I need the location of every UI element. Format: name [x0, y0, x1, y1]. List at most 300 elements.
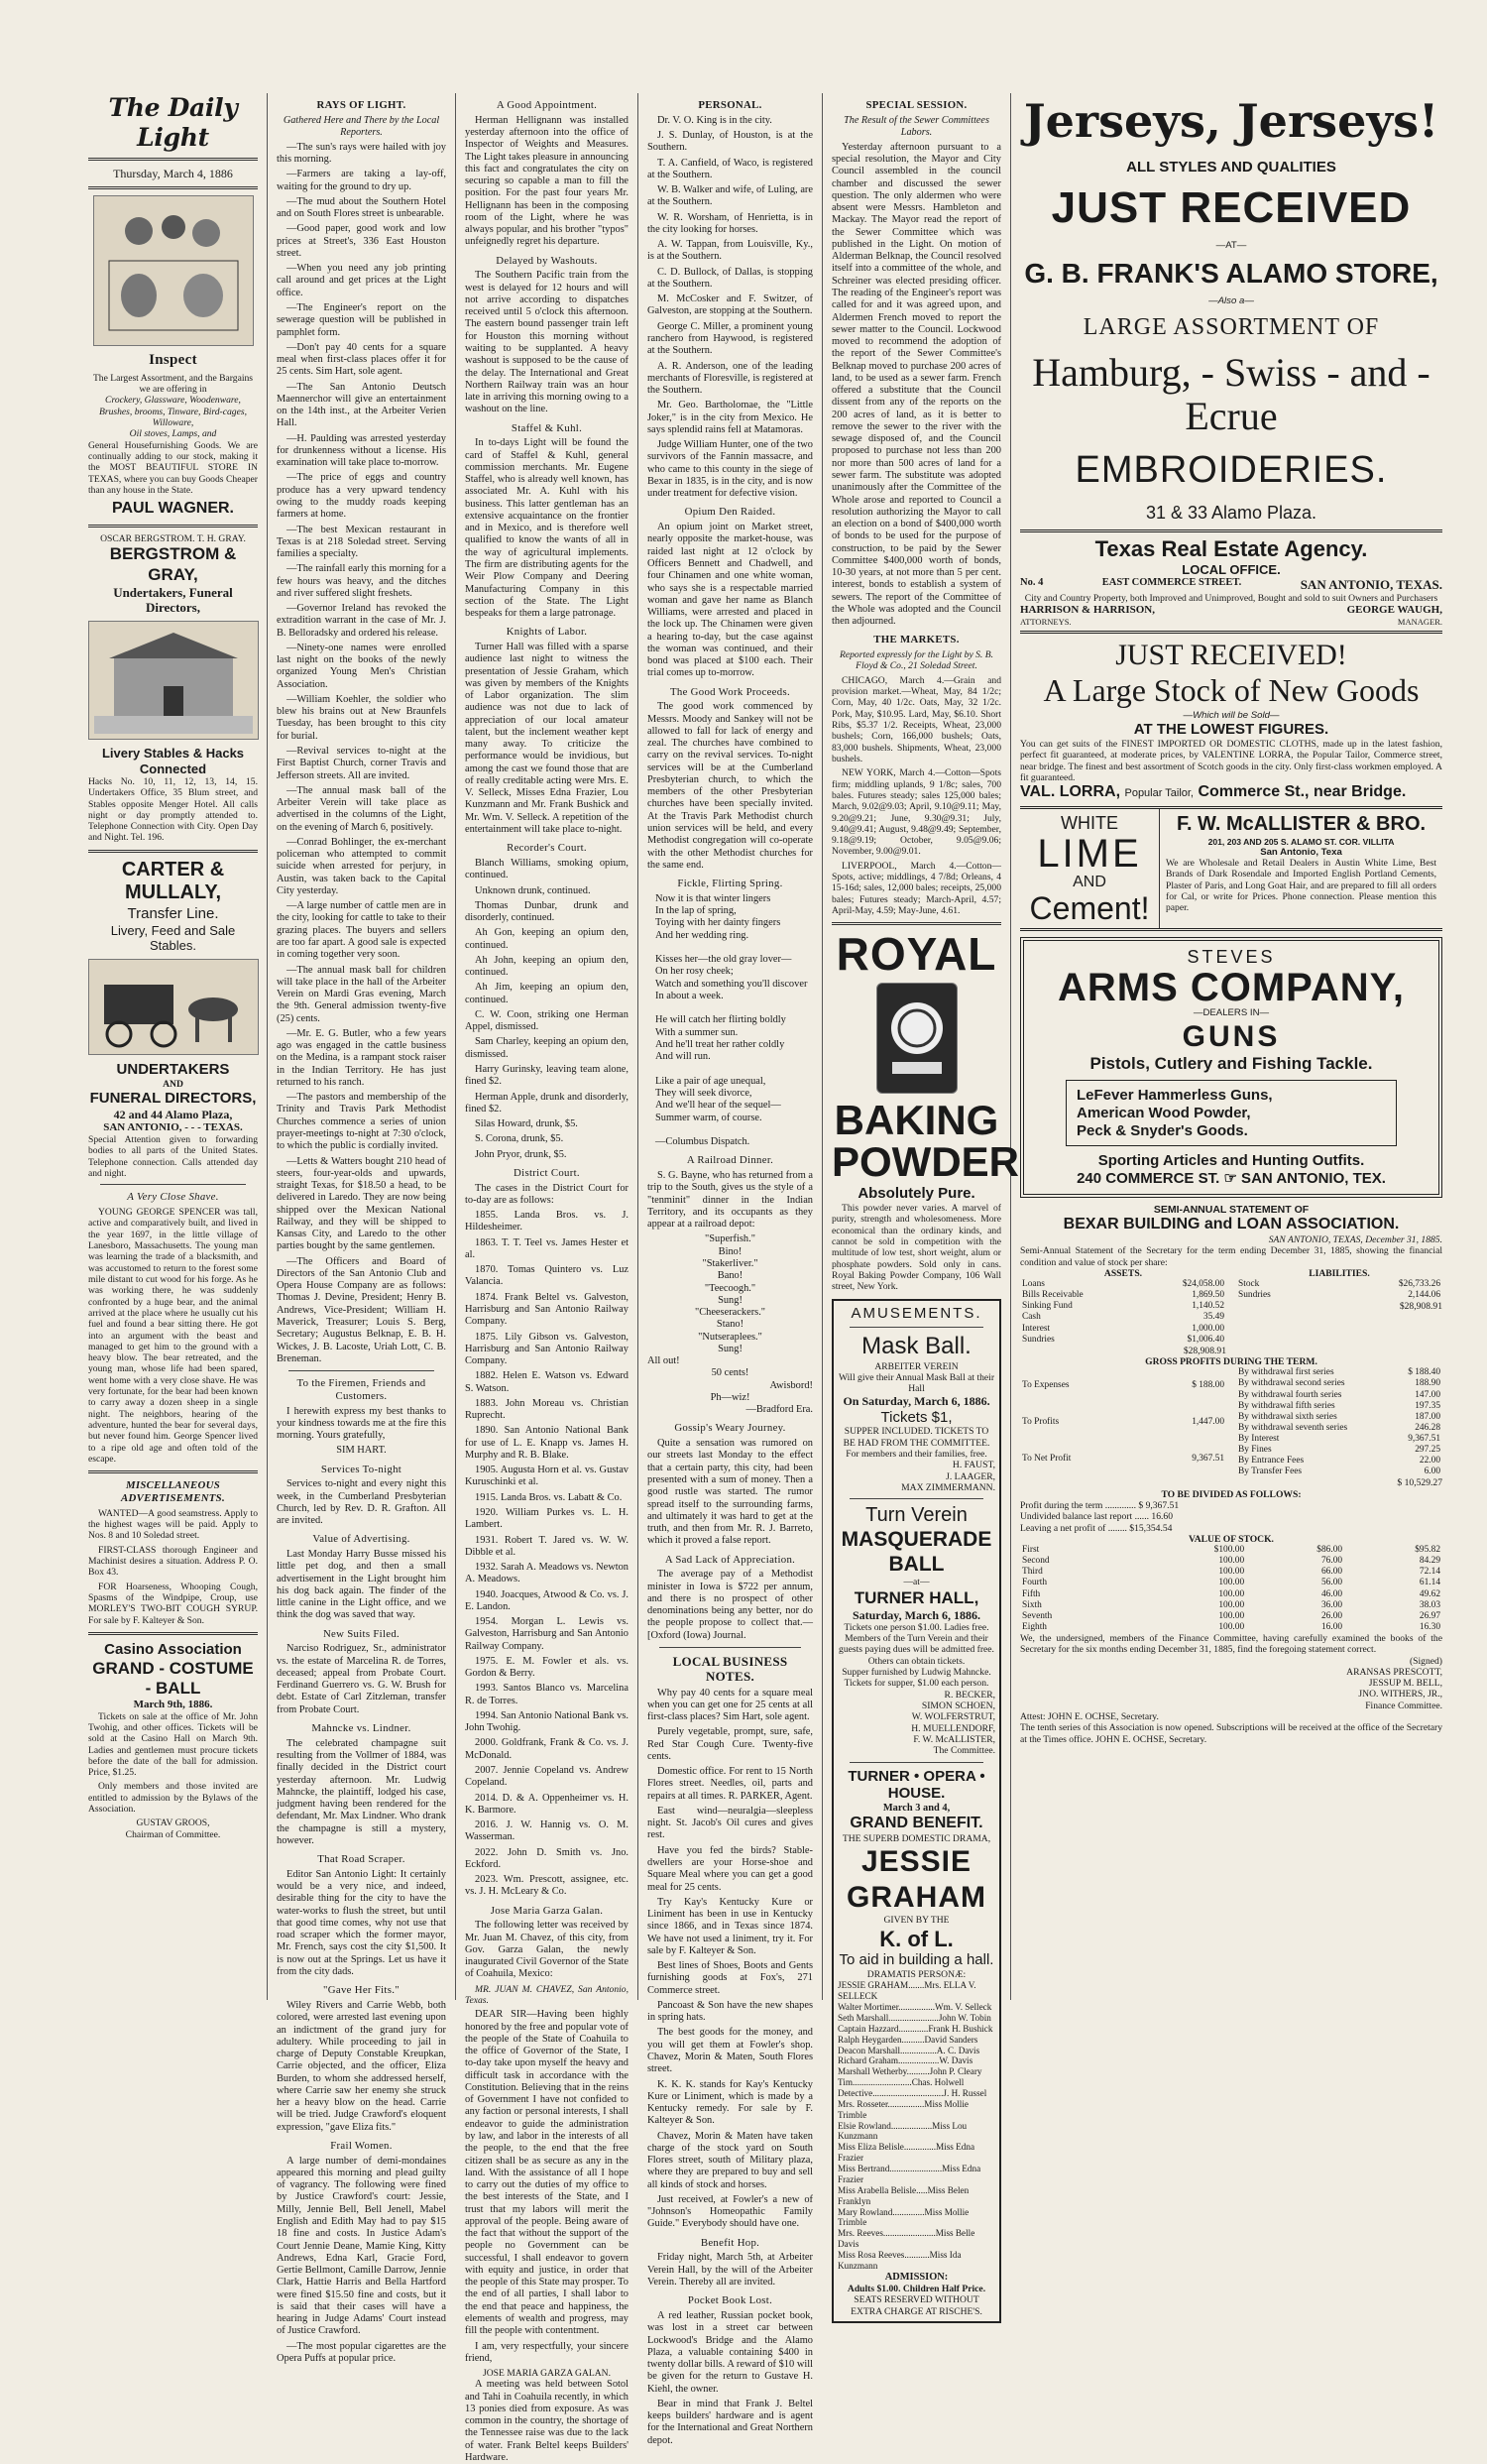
baking-word: BAKING — [834, 1097, 999, 1144]
profit-right-row-cell: By Transfer Fees — [1238, 1467, 1303, 1477]
attest-label: Attest: — [1020, 1711, 1046, 1723]
recorder-head: Recorder's Court. — [507, 842, 587, 855]
rays-item: —The best Mexican restaurant in Texas is at 218 Soledad street. Serving families a specialty. — [277, 524, 446, 560]
district-list — [465, 1210, 629, 1899]
col2-tail: —The most popular cigarettes are the Opera Puffs at popular price. — [277, 2340, 446, 2364]
texas-re-left: HARRISON & HARRISON, — [1020, 603, 1155, 616]
texas-real-estate-ad — [1020, 532, 1442, 634]
series-row-cell: 72.14 — [1419, 1567, 1440, 1578]
rays-item: —Ninety-one names were enrolled last night on the books of the newly organized Young Men's Christian Association. — [277, 642, 446, 690]
column-4 — [638, 93, 823, 2446]
poem-line — [655, 942, 813, 954]
undertakers-note: Special Attention given to forwarding bodies to all parts of the United States. Telephone connection. Calls attended day and night. — [88, 1134, 258, 1180]
local-note: Domestic office. For rent to 15 North Flores street. Needles, oil, parts and repairs at all times. R. PARKER, Agent. — [647, 1766, 813, 1802]
dinner-menu — [647, 1233, 813, 1355]
lime-cement: Cement! — [1029, 890, 1150, 927]
texas-re-right-sub: MANAGER. — [1397, 616, 1442, 627]
district-case: 2023. Wm. Prescott, assignee, etc. vs. J. H. McLeary & Co. — [465, 1874, 629, 1898]
profit-right-row-cell: 22.00 — [1419, 1456, 1440, 1467]
all-styles: ALL STYLES AND QUALITIES — [1126, 159, 1336, 176]
series-row-cell: 100.00 — [1218, 1567, 1245, 1578]
texas-re-titles — [1020, 617, 1442, 627]
masquerade-text-3: Tickets one person $1.00. Ladies free. — [844, 1621, 989, 1633]
rays-list — [277, 142, 446, 1365]
asset-row — [1020, 1290, 1226, 1301]
undertakers-addr: 42 and 44 Alamo Plaza, — [113, 1107, 233, 1121]
misc-item-2: FIRST-CLASS thorough Engineer and Machinist desires a situation. Address P. O. Box 43. — [88, 1544, 258, 1579]
poem-line: On her rosy cheek; — [655, 966, 734, 978]
district-case: 1905. Augusta Horn et al. vs. Gustav Kuruschinki et al. — [465, 1465, 629, 1488]
given-by: GIVEN BY THE — [883, 1915, 950, 1927]
cast-list — [838, 1980, 995, 2271]
pocketbook-head: Pocket Book Lost. — [687, 2294, 773, 2307]
personal-item: C. D. Bullock, of Dallas, is stopping at the Southern. — [647, 266, 813, 290]
district-case: 1932. Sarah A. Meadows vs. Newton A. Meadows. — [465, 1562, 629, 1585]
bergstrom-names: OSCAR BERGSTROM. T. H. GRAY. — [100, 533, 246, 545]
poem-line: And we'll hear of the sequel— — [655, 1100, 781, 1112]
value-head: Value of Advertising. — [312, 1533, 410, 1546]
bexar-intro: Semi-Annual Statement of the Secretary for the term ending December 31, 1885, showing the financial condition and value of stock per share: — [1020, 1245, 1442, 1268]
series-row-cell: $100.00 — [1213, 1545, 1245, 1556]
series-row-cell: 100.00 — [1218, 1588, 1245, 1599]
rule-b — [88, 850, 258, 853]
casino-note: Only members and those invited are entitled to admission by the Bylaws of the Association. — [88, 1781, 258, 1816]
texas-re-names — [1020, 604, 1442, 617]
cast-member: Captain Hazzard.............Frank H. Bushick — [838, 2023, 993, 2034]
beltel-note: Bear in mind that Frank J. Beltel keeps builders' hardware and is agent for the International and Great Northern depot. — [647, 2398, 813, 2446]
arbeiter-verein: ARBEITER VEREIN — [874, 1360, 959, 1372]
rays-item: —A large number of cattle men are in the city, looking for cattle to take to their grazing places. The buyers and sellers are too far apart. A good sale is expected in coming together very soon. — [277, 900, 446, 961]
embroideries-line: EMBROIDERIES. — [1075, 448, 1388, 491]
lorra-tail: Popular Tailor, — [1124, 787, 1194, 800]
series-row-cell: 84.29 — [1419, 1556, 1440, 1567]
frank-address: 31 & 33 Alamo Plaza. — [1145, 502, 1317, 523]
mask-ball-tickets: Tickets $1, — [880, 1408, 953, 1426]
texas-re-no: No. 4 — [1020, 577, 1044, 589]
bexar-statement — [1020, 1204, 1442, 1745]
column-1 — [79, 93, 268, 2000]
mask-ball-date: On Saturday, March 6, 1886. — [843, 1394, 990, 1409]
committee-member: F. W. McALLISTER, — [913, 1733, 995, 1745]
liability-row-cell: $26,733.26 — [1398, 1279, 1440, 1290]
dinner-credit: —Bradford Era. — [745, 1404, 813, 1416]
masquerade-ball: MASQUERADE BALL — [841, 1527, 992, 1576]
asset-row-cell: Sundries — [1022, 1334, 1055, 1345]
column-3 — [456, 93, 638, 2463]
dividend-line: Leaving a net profit of ........ $15,354.54 — [1020, 1522, 1173, 1534]
rule-f — [288, 1370, 434, 1371]
bexar-committee — [1020, 1667, 1442, 1711]
jessie-graham-title: JESSIE GRAHAM — [847, 1845, 986, 1914]
bexar-balance — [1020, 1268, 1442, 1356]
recorder-item: Harry Gurinsky, leaving team alone, fined $2. — [465, 1064, 629, 1088]
texas-re-local: LOCAL OFFICE. — [1182, 561, 1281, 577]
profit-row-cell: To Expenses — [1022, 1380, 1070, 1391]
also-label: —Also a— — [1208, 295, 1254, 307]
dinner-menu-item: Sung! — [718, 1294, 743, 1306]
masthead-title: The Daily Light — [108, 93, 238, 152]
recorder-item: Blanch Williams, smoking opium, continued. — [465, 858, 629, 881]
personal-item: W. R. Worsham, of Henrietta, is in the city looking for horses. — [647, 211, 813, 235]
steves-top: STEVES — [1187, 947, 1276, 968]
markets-text-3: LIVERPOOL, March 4.—Cotton—Spots, active; middlings, 4 7/8d; Orleans, 4 15-16d; sales, 12,000 bales; receipts, 25,000 bales; Futures steady; March-April, 4.57; April-May, 4.59; May-June, 4.61. — [832, 860, 1001, 917]
cast-member: Walter Mortimer................Wm. V. Selleck — [838, 2002, 992, 2013]
profits-total: $ 10,529.27 — [1397, 1477, 1442, 1489]
bexar-foot: The tenth series of this Association is now opened. Subscriptions will be received at the office of the Secretary at the Times office. JOHN E. OCHSE, Secretary. — [1020, 1722, 1442, 1745]
series-row-cell: 46.00 — [1320, 1588, 1343, 1599]
bexar-certify: We, the undersigned, members of the Finance Committee, having carefully examined the books of the Secretary for the six months ending December 31, 1885, find the foregoing statement correct. — [1020, 1632, 1442, 1656]
lime-lime: LIME — [1037, 832, 1142, 877]
rays-item: —Governor Ireland has revoked the extradition warrant in the case of Mr. J. B. Belloradsky and ordered his release. — [277, 603, 446, 639]
poem-line — [655, 1002, 813, 1014]
rays-item: —Mr. E. G. Butler, who a few years ago was engaged in the cattle business on the Medina, is a rampant stock raiser in the Indian Territory. He has just returned to his ranch. — [277, 1027, 446, 1088]
scraper-head: That Road Scraper. — [317, 1853, 405, 1866]
fits-head: "Gave Her Fits." — [323, 1984, 400, 1997]
district-text: The cases in the District Court for to-day are as follows: — [465, 1182, 629, 1206]
profit-right-row-cell: 246.28 — [1415, 1422, 1440, 1433]
galan-after: A meeting was held between Sotol and Tahi in Coahuila recently, in which 13 ponies died from exposure. As was common in the country, the shortage of the Tennessee raise was due to the lack of water. Frank Beltel keeps Builders' Hardware. — [465, 2379, 629, 2463]
amusements-ad — [832, 1299, 1001, 2323]
dividend-line: Profit during the term ............. $ 9,367.51 — [1020, 1499, 1180, 1511]
galan-close: I am, very respectfully, your sincere friend, — [465, 2340, 629, 2364]
personal-item: M. McCosker and F. Switzer, of Galveston, are stopping at the Southern. — [647, 293, 813, 317]
lorra-footer — [1020, 783, 1442, 802]
cast-member: Miss Eliza Belisle..............Miss Edna Frazier — [838, 2142, 975, 2164]
paul-wagner-name: PAUL WAGNER. — [112, 500, 234, 518]
appreciation-head: A Sad Lack of Appreciation. — [664, 1553, 796, 1566]
bergstrom-caption: Livery Stables & Hacks Connected — [101, 746, 245, 776]
rays-item: —H. Paulding was arrested yesterday for drunkenness without a license. His examination will take place to-morrow. — [277, 432, 446, 469]
series-row — [1020, 1556, 1442, 1567]
inspect-line-1: The Largest Assortment, and the Bargains we are offering in — [92, 372, 254, 396]
admission-head: ADMISSION: — [884, 2271, 949, 2283]
mcallister-text: We are Wholesale and Retail Dealers in Austin White Lime, Best Brands of Dark Rosendale and Imported English Portland Cements, Plaster of Paris, and Long Goat Hair, and are prepared to fill all orders for Cal, or write for Prices. Phone connection. Please mention this paper. — [1166, 858, 1436, 914]
cast-member: Mrs. Reeves.......................Miss Belle Davis — [838, 2228, 975, 2250]
district-case: 1890. San Antonio National Bank for use of L. E. Knapp vs. James H. Murphy and R. B. Blake. — [465, 1425, 629, 1461]
rays-item: —Letts & Watters bought 210 head of steers, four-year-olds and upwards, straight Texas, for $18.50 a head, to be delivered in Laredo. They are now being shipped over the Mexican National Railway, and they will be shipped to Kansas City, and Laredo to the other parties bought by the same gentlemen. — [277, 1155, 446, 1252]
committee-member: R. BECKER, — [944, 1689, 995, 1701]
powder-word: POWDER — [832, 1138, 1019, 1186]
series-row-cell: Third — [1022, 1567, 1043, 1578]
profit-right-row-cell: By withdrawal fourth series — [1238, 1389, 1342, 1400]
cast-member: Miss Arabella Belisle.....Miss Belen Franklyn — [838, 2184, 970, 2206]
personal-item: A. R. Anderson, one of the leading merchants of Floresville, is registered at the Southern. — [647, 360, 813, 397]
lorra-name: VAL. LORRA, — [1020, 783, 1121, 801]
powder-can-icon — [882, 989, 952, 1088]
asset-row — [1020, 1324, 1226, 1335]
appointment-text: Herman Hellignann was installed yesterday afternoon into the office of Inspector of Weights and Measures. The Light takes pleasure in announcing this fact and congratulates the city on securing so capable a man to fill the position. For the past four years Mr. Hellignann has been in the composing room of the Light, where he was always popular, and his brother "typos" unfeignedly regret his departure. — [465, 114, 629, 248]
recorder-item: Thomas Dunbar, drunk and disorderly, continued. — [465, 899, 629, 924]
masthead-rule-2 — [88, 186, 258, 189]
liabilities-total: $28,908.91 — [1399, 1301, 1442, 1313]
royal-baking-ad — [832, 928, 1019, 1293]
personal-item: T. A. Canfield, of Waco, is registered at the Southern. — [647, 157, 813, 180]
masthead-date: Thursday, March 4, 1886 — [113, 167, 233, 180]
series-row-cell: 16.30 — [1419, 1621, 1440, 1632]
district-case: 1920. William Purkes vs. L. H. Lambert. — [465, 1506, 629, 1531]
rays-item: —The San Antonio Deutsch Maennerchor will give an entertainment on the 14th inst., at the Arbeiter Verien Hall. — [277, 381, 446, 429]
suits-text: Narciso Rodriguez, Sr., administrator vs. the estate of Marcelina R. de Torres, deceased; appeal from Probate Court. Ferdinand Guerrero vs. G. W. Brush for debt. Estate of Carl Zitzleman, transfer from Probate Court. — [277, 1643, 446, 1715]
k-of-l: K. of L. — [879, 1926, 954, 1951]
frail-head: Frail Women. — [330, 2139, 393, 2152]
series-row-cell: 56.00 — [1320, 1578, 1343, 1588]
bexar-assets — [1020, 1268, 1226, 1356]
district-case: 2022. John D. Smith vs. Jno. Eckford. — [465, 1846, 629, 1870]
local-note: Have you fed the birds? Stable-dwellers are your Horse-shoe and Square Meal where you can get a good meal for 25 cents. — [647, 1844, 813, 1893]
profit-row-cell: To Net Profit — [1022, 1454, 1072, 1465]
at-label: —AT— — [1215, 239, 1247, 251]
column-5 — [823, 93, 1019, 2317]
lime-white: WHITE — [1061, 813, 1118, 834]
local-note: Why pay 40 cents for a square meal when you can get one for 25 cents at all first-class places? Sim Hart, sole agent. — [647, 1687, 813, 1723]
bergstrom-sub: Undertakers, Funeral Directors, — [113, 584, 233, 615]
seats-reserved: SEATS RESERVED WITHOUT EXTRA CHARGE AT RISCHE'S. — [851, 2294, 982, 2317]
rays-item: —The Engineer's report on the sewerage question will be published in pamphlet form. — [277, 301, 446, 338]
district-case: 1975. E. M. Fowler et als. vs. Gordon & Berry. — [465, 1655, 629, 1680]
services-text: Services to-night and every night this week, in the Cumberland Presbyterian Church, led by Rev. D. R. Grafton. All are invited. — [277, 1478, 446, 1527]
mask-ball-text-2: For members and their families, free. — [846, 1448, 987, 1460]
steves-guns: GUNS — [1182, 1019, 1281, 1053]
dinner-menu-item: Sung! — [718, 1343, 743, 1354]
poem-line: In about a week. — [655, 990, 724, 1001]
profit-right-row — [1236, 1412, 1442, 1423]
asset-row-cell: $1,006.40 — [1187, 1334, 1224, 1345]
district-case: 1915. Landa Bros. vs. Labatt & Co. — [475, 1491, 623, 1503]
fits-text: Wiley Rivers and Carrie Webb, both colored, were arrested last evening upon an indictment of the grand jury for adultery. While proceeding to jail in charge of Deputy Constable Kreupkan, Carrie objected, and the officer, Eliza Burden, to whom she addressed herself, where Carrie saw her enemy she struck her a heavy blow on the head. Carrie will be tried. Judge Crawford's eloquent expression, "gave Eliza fits." — [277, 2000, 446, 2133]
divide-lines — [1020, 1500, 1442, 1534]
opium-head: Opium Den Raided. — [684, 506, 776, 519]
cast-member: JESSIE GRAHAM.......Mrs. ELLA V. SELLECK — [838, 1980, 976, 2002]
goodwork-text: The good work commenced by Messrs. Moody and Sankey will not be allowed to fall for lack of energy and zeal. The churches have combined to carry on the revival services. To-night services will be at the Cumberland Presbyterian church, to which the members of the other Presbyterian churches have been specially invited. At the Travis Park Methodist church union services will be held, and every Methodist congregation will co-operate with the other Methodist churches for the same end. — [647, 701, 813, 871]
bexar-attest — [1020, 1711, 1442, 1722]
asset-row-cell: 1,140.52 — [1192, 1301, 1224, 1312]
lorra-just: JUST RECEIVED! — [1115, 638, 1347, 671]
poem-line: And he'll treat her rather coldly — [655, 1039, 785, 1050]
cast-member: Deacon Marshall................A. C. Davis — [838, 2045, 980, 2055]
casino-sig: GUSTAV GROOS, — [136, 1818, 210, 1829]
series-row — [1020, 1600, 1442, 1611]
recorder-item: Unknown drunk, continued. — [475, 884, 591, 896]
profit-right-row-cell: By withdrawal sixth series — [1238, 1411, 1337, 1422]
finance-committee-member: JNO. WITHERS, JR., — [1358, 1689, 1442, 1701]
lorra-where: Commerce St., near Bridge. — [1198, 783, 1407, 801]
amusements-head: AMUSEMENTS. — [851, 1304, 982, 1322]
undertakers-title: UNDERTAKERS — [116, 1061, 230, 1079]
committee-member: SIMON SCHOEN, — [921, 1701, 995, 1712]
district-case: 2007. Jennie Copeland vs. Andrew Copeland. — [465, 1765, 629, 1789]
asset-row-cell: 1,869.50 — [1192, 1290, 1224, 1301]
session-head: SPECIAL SESSION. — [865, 99, 968, 111]
series-row-cell: 38.03 — [1419, 1599, 1440, 1610]
poem-lines — [647, 893, 813, 1149]
firemen-head: To the Firemen, Friends and Customers. — [296, 1377, 426, 1402]
series-row — [1020, 1622, 1442, 1633]
profit-right-row-cell: By withdrawal second series — [1238, 1378, 1345, 1389]
lorra-text: You can get suits of the FINEST IMPORTED OR DOMESTIC CLOTHS, made up in the latest fashion, perfect fit guaranteed, at moderate prices, by VALENTINE LORRA, the Popular Tailor, Commerce street, near bridge. The finest and best assortment of Scotch goods in the city. Only first-class workmen employed. A fit guaranteed. — [1020, 738, 1442, 783]
liability-row-cell: Stock — [1238, 1279, 1260, 1290]
district-case: 2000. Goldfrank, Frank & Co. vs. J. McDonald. — [465, 1737, 629, 1761]
local-note: Chavez, Morin & Maten have taken charge of the stock yard on South Flores street, south of Military plaza, where they are prepared to buy and sell all kinds of stock and horses. — [647, 2130, 813, 2190]
recorder-list — [465, 858, 629, 1161]
dinner-end-4: Ph—wiz! — [710, 1391, 750, 1403]
cast-member: Mary Rowland..............Miss Mollie Trimble — [838, 2206, 970, 2228]
rays-item: —The Officers and Board of Directors of the San Antonio Club and Opera House Company are as follows: Thomas J. Devine, President; Henry B. Andrews, Vice-President; William H. Maverick, Treasurer; Louis S. Berg, Secretary; Augustus Belknap, E. B. H. Wickes, J. B. Lacoste, Uriah Lott, C. B. Breneman. — [277, 1255, 446, 1364]
markets-text-2: NEW YORK, March 4.—Cotton—Spots firm; middling uplands, 9 1/8c; sales, 700 bales. Futures steady; sales 125,000 bales; March, 9.02@9.03; April, 9.10@9.11; May, 9.20@9.21; June, 9.30@9.31; July, 9.40@9.41; August, 9.48@9.49; September, 9.18@9.19; October, 9.05@9.06; November, 9.00@9.01. — [832, 767, 1001, 858]
appreciation-text: The average pay of a Methodist minister in Iowa is $722 per annum, and there is no prospect of other denominations being any better, nor do the people propose to collect that.—[Oxford (Iowa) Journal. — [647, 1569, 813, 1641]
asset-row-cell: Loans — [1022, 1279, 1045, 1290]
dinner-menu-item: "Stakerliver." — [702, 1257, 758, 1269]
cast-member: Seth Marshall......................John W. Tobin — [838, 2013, 991, 2024]
shave-head: A Very Close Shave. — [127, 1191, 219, 1204]
steves-dealers: —DEALERS IN— — [1193, 1007, 1270, 1019]
shave-text: YOUNG GEORGE SPENCER was tall, active and comparatively built, and lived in the year 1697, in the little village of Lanesboro, Massachusetts. The young man was learning the trade of a blacksmith, and was accustomed to return to the forest some mile distant to cut wood for his forge. As he was working there, he was suddenly confronted by a huge bear, and the animal arrived at the place where he usually cut his fuel and found a bear sitting there. He got into an argument with the beast and managed to get him to the ground with a heavy blow. The bear retreated, and the young man, whose life had been spared, went home with a very close shave. He was very fortunate, for the bear had been known to carry away a dozen sheep in a single night. The neighbors, hearing of the adventure, hunted the bear for several days, but never found him. George Spencer lived to a ripe old age and often told of the escape. — [88, 1207, 258, 1465]
committee-member: H. FAUST, — [952, 1460, 995, 1471]
poem-line: He will catch her flirting boldly — [655, 1014, 786, 1026]
poem-line: Summer warm, of course. — [655, 1112, 762, 1123]
dinner-menu-item: Bano! — [717, 1270, 744, 1282]
inspect-line-5: General Housefurnishing Goods. We are continually adding to our stock, making it the MOST BEAUTIFUL STORE IN TEXAS, where you can buy Goods Cheaper than any house in the State. — [88, 439, 258, 496]
series-row — [1020, 1567, 1442, 1578]
personal-item: George C. Miller, a prominent young ranchero from Haywood, is registered at the Southern. — [647, 320, 813, 357]
lorra-lowest: AT THE LOWEST FIGURES. — [1133, 721, 1329, 739]
masquerade-at: —at— — [903, 1577, 930, 1588]
casino-date: March 9th, 1886. — [133, 1698, 213, 1710]
frank-store: G. B. FRANK'S ALAMO STORE, — [1024, 258, 1438, 290]
rays-item: —The annual mask ball for children will take place in the hall of the Arbeiter Verein on Mardi Gras evening, March the 9th. General admission twenty-five (25) cents. — [277, 964, 446, 1024]
mcallister-title: F. W. McALLISTER & BRO. — [1176, 813, 1427, 836]
texas-re-right: GEORGE WAUGH, — [1346, 603, 1442, 616]
poem-line: In the lap of spring, — [655, 905, 737, 917]
firemen-sig: SIM HART. — [336, 1445, 387, 1457]
series-table — [1020, 1545, 1442, 1633]
profit-right-row-cell: By withdrawal seventh series — [1238, 1422, 1348, 1433]
grand-benefit: GRAND BENEFIT. — [850, 1815, 983, 1832]
bergstrom-text: Hacks No. 10, 11, 12, 13, 14, 15. Undertakers Office, 35 Blum street, and Stables opposite Menger Hotel. All calls night or day promptly attended to. Telephone Connection with City. Open Day and Night. Tel. 196. — [88, 775, 258, 844]
texas-re-title: Texas Real Estate Agency. — [1094, 535, 1368, 561]
asset-row-cell: Cash — [1022, 1312, 1041, 1323]
inspect-title: Inspect — [149, 352, 197, 369]
series-row-cell: 36.00 — [1320, 1599, 1343, 1610]
casino-sub: GRAND - COSTUME - BALL — [92, 1658, 254, 1698]
district-case: 1870. Tomas Quintero vs. Luz Valancia. — [465, 1264, 629, 1288]
local-note: Purely vegetable, prompt, sure, safe, Red Star Cough Cure. Twenty-five cents. — [647, 1726, 813, 1762]
district-case: 2016. J. W. Hannig vs. O. M. Wasserman. — [465, 1819, 629, 1843]
bexar-dateline: SAN ANTONIO, TEXAS, December 31, 1885. — [1268, 1233, 1442, 1245]
series-row-cell: 16.00 — [1320, 1621, 1343, 1632]
district-case: 1874. Frank Beltel vs. Galveston, Harrisburg and San Antonio Railway Company. — [465, 1291, 629, 1328]
series-row-cell: 26.97 — [1419, 1610, 1440, 1621]
carter-sub: Transfer Line. — [127, 904, 219, 922]
misc-item-1: WANTED—A good seamstress. Apply to the highest wages will be paid. Apply to Nos. 8 and 10 Soledad street. — [88, 1507, 258, 1542]
district-case: 1993. Santos Blanco vs. Marcelina R. de Torres. — [465, 1683, 629, 1706]
hamburg-line: Hamburg, - Swiss - and - Ecrue — [1032, 349, 1430, 438]
series-row-cell: 49.62 — [1419, 1588, 1440, 1599]
rays-item: —The price of eggs and country produce has a very upward tendency owing to the muddy roads keeping farmers at home. — [277, 472, 446, 521]
mahncke-text: The celebrated champagne suit resulting from the Vollmer of 1884, was finally decided in the District court yesterday afternoon. Mr. Ludwig Mahncke, the plaintiff, lodged his case, judgment having been rendered for the defendant, Mr. Max Lindner. Who drank the champagne is still a mystery, however. — [277, 1737, 446, 1846]
rays-item: —The rainfall early this morning for a few hours was heavy, and the ditches and river suffered slight freshets. — [277, 563, 446, 599]
large-assortment: LARGE ASSORTMENT OF — [1083, 313, 1380, 340]
liability-row — [1236, 1279, 1442, 1290]
hearse-engraving — [94, 965, 253, 1050]
asset-row-cell: Sinking Fund — [1022, 1301, 1073, 1312]
asset-row-cell: 35.49 — [1202, 1312, 1224, 1323]
committee-2 — [838, 1690, 995, 1757]
steves-pistols: Pistols, Cutlery and Fishing Tackle. — [1089, 1054, 1373, 1074]
galan-text: The following letter was received by Mr. Juan M. Chavez, of this city, from Gov. Garza Galan, the newly inaugurated Civil Governor of the State of Coahuila, Mexico: — [465, 1920, 629, 1980]
just-received: JUST RECEIVED — [1051, 182, 1412, 232]
assets-total: $28,908.91 — [1183, 1345, 1226, 1356]
dinner-end-1: All out! — [647, 1355, 680, 1367]
dividend-line: Undivided balance last report ...... 16.60 — [1020, 1511, 1173, 1523]
personal-item: Judge William Hunter, one of the two survivors of the Fannin massacre, and who came to this county in the siege of Bexar in 1835, is in the city, and is now under treatment for defective vision. — [647, 439, 813, 500]
lorra-stock: A Large Stock of New Goods — [1043, 672, 1420, 709]
series-row-cell: 76.00 — [1320, 1556, 1343, 1567]
bexar-title: BEXAR BUILDING and LOAN ASSOCIATION. — [1063, 1216, 1400, 1232]
committee-1 — [838, 1460, 995, 1493]
recorder-item: C. W. Coon, striking one Herman Appel, dismissed. — [465, 1008, 629, 1033]
rule-c — [100, 1184, 246, 1185]
rays-item: —Revival services to-night at the First Baptist Church, corner Travis and Jefferson streets. All are invited. — [277, 746, 446, 781]
profits-head: GROSS PROFITS DURING THE TERM. — [1145, 1356, 1317, 1367]
cast-member: Detective...............................J. H. Russel — [838, 2088, 987, 2099]
session-sub: The Result of the Sewer Committees Labors. — [844, 114, 989, 138]
recorder-item: John Pryor, drunk, $5. — [475, 1148, 567, 1160]
poem-line: Like a pair of age unequal, — [655, 1075, 766, 1087]
profit-row-cell: 1,447.00 — [1192, 1417, 1224, 1428]
poem-line: With a summer sun. — [655, 1026, 739, 1038]
local-note: K. K. K. stands for Kay's Kentucky Kure or Liniment, which is made by a Kentucky remedy. For sale by F. Kalteyer & Son. — [647, 2078, 813, 2127]
benefit-text: Friday night, March 5th, at Arbeiter Verein Hall, by the will of the Arbeiter Verein. Thereby all are invited. — [647, 2252, 813, 2288]
mask-ball-title: Mask Ball. — [861, 1333, 972, 1360]
recorder-item: Ah Jim, keeping an opium den, continued. — [465, 982, 629, 1005]
mahncke-head: Mahncke vs. Lindner. — [311, 1722, 411, 1735]
series-row-cell: $95.82 — [1415, 1545, 1440, 1556]
value-text: Last Monday Harry Busse missed his little pet dog, and then a small advertisement in the Light brought him his dog back again. The finder of the little canine in the Light office, and we think the dog was saved that way. — [277, 1549, 446, 1621]
poem-line: Kisses her—the old gray lover— — [655, 954, 792, 966]
profit-right-row-cell: By Interest — [1238, 1433, 1280, 1444]
poem-line: Now it is that winter lingers — [655, 892, 771, 904]
profit-right-row-cell: By withdrawal first series — [1238, 1367, 1334, 1378]
district-case: 1883. John Moreau vs. Christian Ruprecht. — [465, 1397, 629, 1422]
district-case: 1954. Morgan L. Lewis vs. Galveston, Harrisburg and San Antonio Railway Company. — [465, 1616, 629, 1652]
casino-sig-title: Chairman of Committee. — [125, 1828, 221, 1840]
page-columns — [79, 93, 1451, 2463]
profit-right-row-cell: By Entrance Fees — [1238, 1456, 1305, 1467]
series-row-cell: 100.00 — [1218, 1610, 1245, 1621]
profit-row-cell: $ 188.00 — [1192, 1380, 1224, 1391]
baking-powder-can-illustration — [876, 983, 958, 1094]
local-list — [647, 1688, 813, 2231]
opium-text: An opium joint on Market street, nearly opposite the market-house, was raided last night at 12 o'clock by Officers Bennett and Chadwell, and four Chinamen and one white woman, who says she is a respectable married woman and gave her name as Blanch Williams, were arrested and placed in the lock up. The Chinamen were given a hearing to-day, but the case against the woman was continued, and their bond was placed at $100 each. Their trial comes up to-morrow. — [647, 522, 813, 679]
cats-engraving — [99, 201, 248, 340]
gossip-text: Quite a sensation was rumored on our streets last Monday to the effect that a certain party, this city, had been presented with a sum of money. Then a good rustle was started. The rumor spread itself to the surrounding farms, and ultimately it was hard to get at the truth, and then from Mr. R. J. Barreto, which it proved a false report. — [647, 1438, 813, 1547]
turner-hall: TURNER HALL, — [854, 1587, 979, 1607]
steves-inner-3: Peck & Snyder's Goods. — [1077, 1121, 1248, 1139]
mcallister-ad — [1160, 809, 1442, 928]
poem-line: Watch and something you'll discover — [655, 978, 808, 990]
local-note: East wind—neuralgia—sleepless night. St. Jacob's Oil cures and gives rest. — [647, 1805, 813, 1841]
rays-item: —William Koehler, the soldier who blew his brains out at New Braunfels Tuesday, has been brought to this city for burial. — [277, 693, 446, 742]
profit-right-row — [1236, 1401, 1442, 1412]
texas-re-street: EAST COMMERCE STREET. — [1101, 577, 1242, 589]
masthead-rule — [88, 158, 258, 161]
district-case: 2014. D. & A. Oppenheimer vs. H. K. Barmore. — [465, 1792, 629, 1816]
profit-right-row-cell: $ 188.40 — [1408, 1367, 1440, 1378]
galan-head: Jose Maria Garza Galan. — [490, 1904, 604, 1917]
lorra-ad — [1020, 634, 1442, 809]
dinner-menu-item: Stano! — [716, 1319, 744, 1331]
asset-row — [1020, 1301, 1226, 1312]
